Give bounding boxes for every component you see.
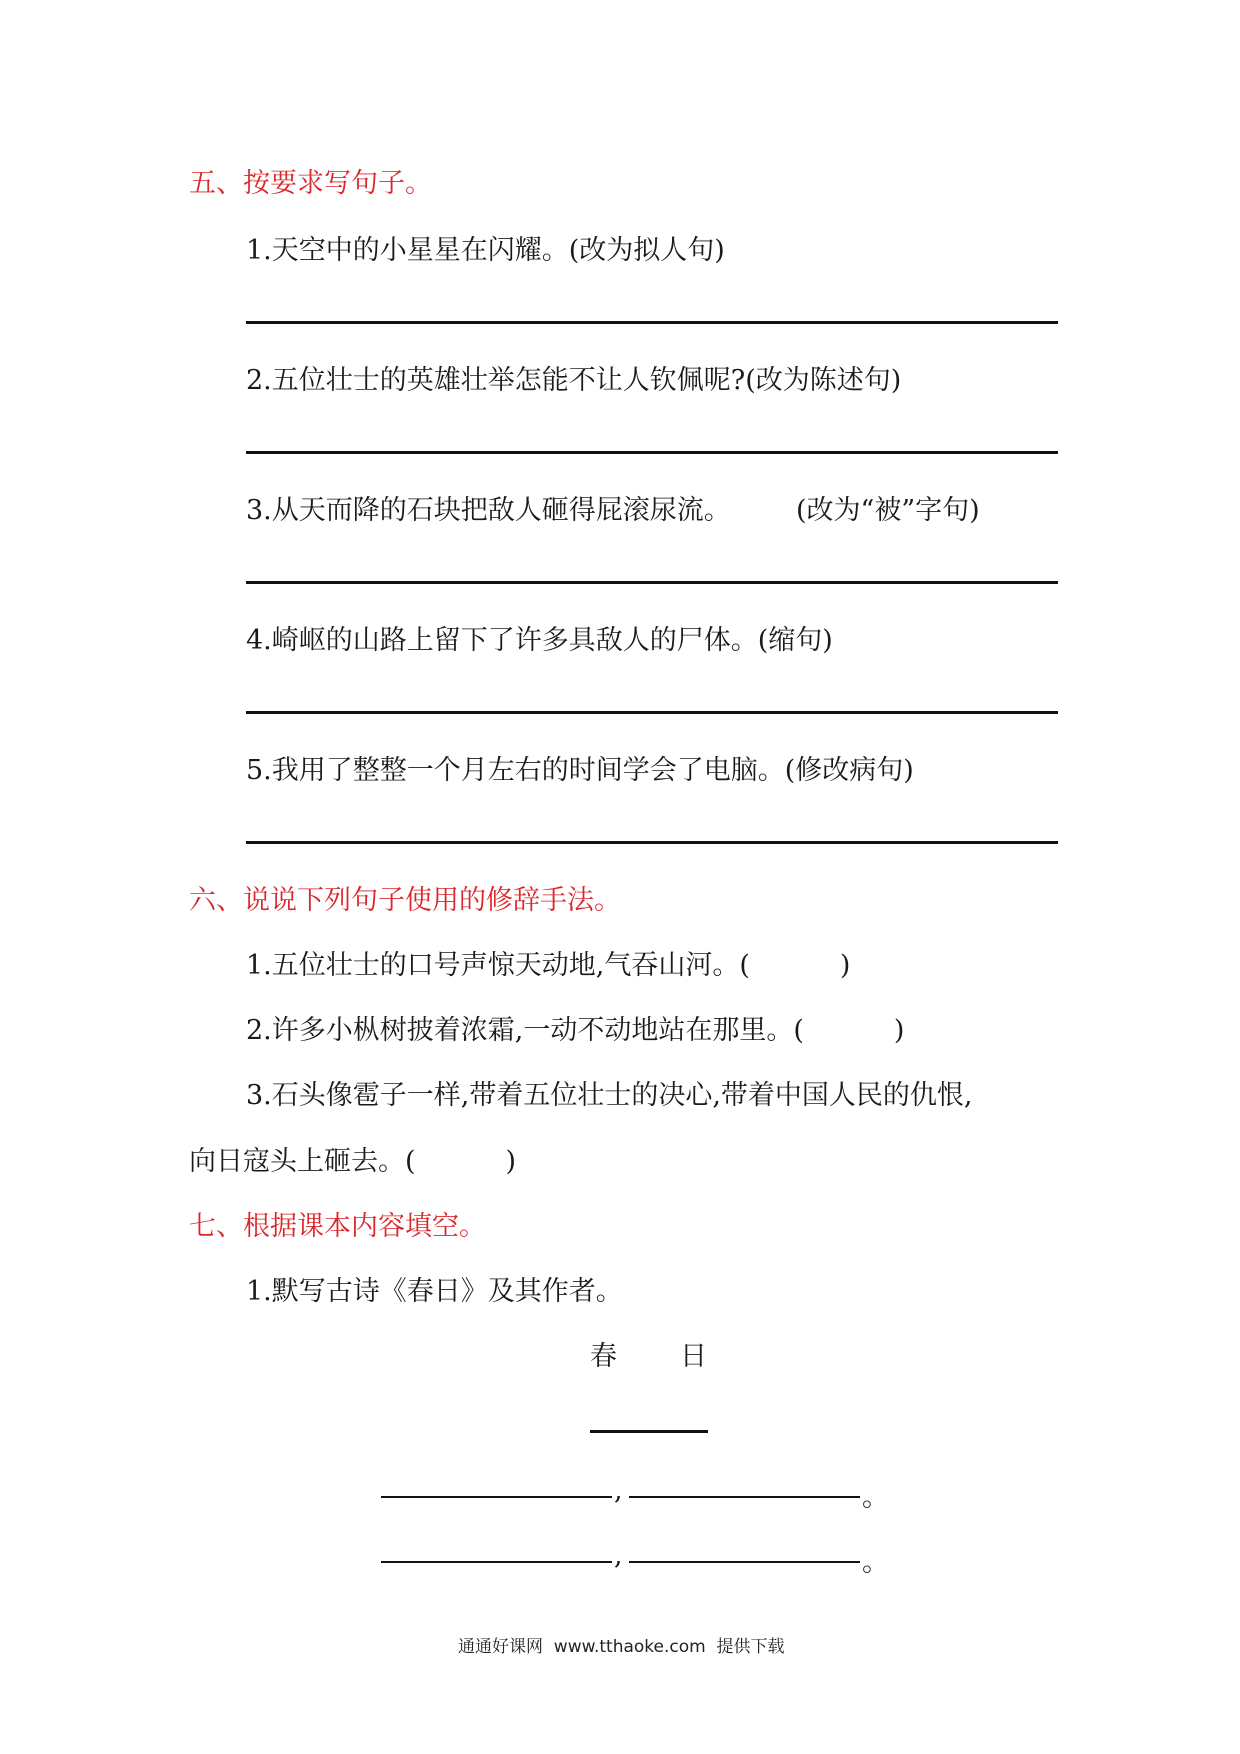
section-5-question-3: 3.从天而降的石块把敌人砸得屁滚尿流。 — [246, 495, 731, 526]
poem-line-blank[interactable] — [629, 1496, 860, 1498]
period: 。 — [862, 1482, 889, 1513]
section-5-question-2: 2.五位壮士的英雄壮举怎能不让人钦佩呢?(改为陈述句) — [246, 365, 902, 396]
answer-line[interactable] — [246, 321, 1058, 324]
poem-title-char-2: 日 — [680, 1341, 707, 1372]
answer-line[interactable] — [246, 711, 1058, 714]
section-6-question-2 — [246, 1008, 904, 1047]
question-text: 2.许多小枞树披着浓霜,一动不动地站在那里。( — [246, 1015, 804, 1046]
section-6-heading: 六、说说下列句子使用的修辞手法。 — [189, 885, 621, 916]
section-5-question-4: 4.崎岖的山路上留下了许多具敌人的尸体。(缩句) — [246, 625, 833, 656]
comma: , — [614, 1475, 623, 1506]
close-paren: ) — [839, 950, 851, 981]
section-7-heading: 七、根据课本内容填空。 — [189, 1211, 486, 1242]
poem-line-blank[interactable] — [629, 1561, 860, 1563]
section-5-heading: 五、按要求写句子。 — [189, 168, 432, 199]
poem-line-blank[interactable] — [381, 1561, 612, 1563]
section-6-question-1 — [246, 943, 850, 982]
answer-line[interactable] — [246, 451, 1058, 454]
section-7-question-1: 1.默写古诗《春日》及其作者。 — [246, 1276, 623, 1307]
section-5-question-1: 1.天空中的小星星在闪耀。(改为拟人句) — [246, 235, 725, 266]
poem-title-char-1: 春 — [590, 1341, 617, 1372]
section-5-question-3-instruction: (改为“被”字句) — [796, 495, 980, 526]
question-text: 1.五位壮士的口号声惊天动地,气吞山河。( — [246, 950, 750, 981]
footer-text: 通通好课网 www.tthaoke.com 提供下载 — [458, 1637, 785, 1657]
answer-line[interactable] — [246, 841, 1058, 844]
section-6-question-3: 3.石头像雹子一样,带着五位壮士的决心,带着中国人民的仇恨, — [246, 1080, 973, 1111]
section-5-question-5: 5.我用了整整一个月左右的时间学会了电脑。(修改病句) — [246, 755, 914, 786]
close-paren: ) — [505, 1146, 517, 1177]
question-text: 向日寇头上砸去。( — [189, 1146, 416, 1177]
period: 。 — [862, 1547, 889, 1578]
close-paren: ) — [893, 1015, 905, 1046]
answer-line[interactable] — [246, 581, 1058, 584]
comma: , — [614, 1540, 623, 1571]
poem-line-blank[interactable] — [381, 1496, 612, 1498]
author-blank[interactable] — [590, 1430, 708, 1433]
section-6-question-3-continued — [189, 1139, 516, 1178]
